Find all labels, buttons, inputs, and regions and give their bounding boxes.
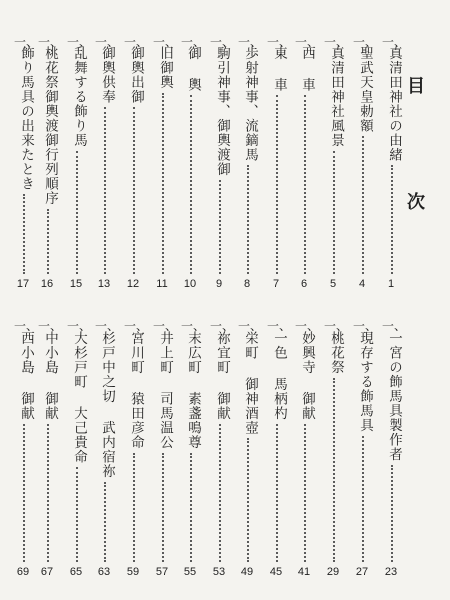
toc-entry-mark: 一、 <box>324 35 349 49</box>
toc-leader-dots <box>304 424 306 562</box>
toc-page-number: 12 <box>126 278 140 290</box>
toc-entry-title: 御輿供奉 <box>99 46 115 104</box>
toc-entry-mark: 一、 <box>124 319 149 333</box>
toc-entry-title: 末広町 素盞鳴尊 <box>185 331 201 450</box>
toc-leader-dots <box>247 165 249 274</box>
toc-page-number: 13 <box>97 278 111 290</box>
heading-moku: 目 <box>407 76 425 97</box>
toc-entry-mark: 一、 <box>153 319 178 333</box>
toc-page-number: 7 <box>272 278 280 290</box>
toc-page-number: 10 <box>183 278 197 290</box>
toc-page-number: 49 <box>240 566 254 578</box>
toc-entry-mark: 一、 <box>153 35 178 49</box>
toc-leader-dots <box>76 467 78 562</box>
toc-page-number: 41 <box>297 566 311 578</box>
toc-leader-dots <box>219 424 221 562</box>
toc-entry-mark: 一、 <box>14 35 39 49</box>
toc-entry-title: 真清田神社の由緒 <box>386 46 402 162</box>
toc-page-number: 8 <box>243 278 251 290</box>
toc-entry-title: 御輿出御 <box>128 46 144 104</box>
toc-page-number: 17 <box>16 278 30 290</box>
toc-page-number: 59 <box>126 566 140 578</box>
toc-page-number: 63 <box>97 566 111 578</box>
toc-leader-dots <box>190 95 192 274</box>
toc-leader-dots <box>47 209 49 274</box>
toc-entry-mark: 一、 <box>95 319 120 333</box>
toc-entry-title: 飾り馬具の出来たとき <box>18 46 34 191</box>
toc-entry-mark: 一、 <box>267 319 292 333</box>
toc-entry-mark: 一、 <box>238 319 263 333</box>
toc-entry-title: 旧御輿 <box>157 46 173 90</box>
toc-leader-dots <box>219 180 221 274</box>
toc-entry-title: 東 車 <box>271 46 287 92</box>
toc-leader-dots <box>391 465 393 562</box>
toc-page-number: 11 <box>156 278 168 290</box>
toc-page-number: 6 <box>300 278 308 290</box>
toc-entry-mark: 一、 <box>67 35 92 49</box>
toc-page-number: 27 <box>355 566 369 578</box>
toc-entry-mark: 一、 <box>67 319 92 333</box>
toc-leader-dots <box>47 424 49 562</box>
toc-page-number: 45 <box>269 566 283 578</box>
toc-entry-title: 桃花祭 <box>328 331 344 375</box>
toc-leader-dots <box>190 453 192 562</box>
toc-entry-mark: 一、 <box>382 319 407 333</box>
toc-entry-mark: 一、 <box>14 319 39 333</box>
toc-leader-dots <box>247 438 249 562</box>
toc-entry-title: 中小島 御献 <box>42 331 58 421</box>
toc-entry-title: 聖武天皇勅額 <box>357 46 373 133</box>
toc-entry-mark: 一、 <box>38 319 63 333</box>
toc-leader-dots <box>133 453 135 562</box>
toc-entry-mark: 一、 <box>181 319 206 333</box>
toc-leader-dots <box>333 378 335 562</box>
toc-entry-mark: 一、 <box>353 319 378 333</box>
toc-page-number: 1 <box>387 278 395 290</box>
toc-page-number: 57 <box>155 566 169 578</box>
toc-entry-title: 祢宜町 御献 <box>214 331 230 421</box>
toc-entry-mark: 一、 <box>210 319 235 333</box>
toc-entry-title: 桃花祭御輿渡御行列順序 <box>42 46 58 206</box>
toc-entry-title: 歩射神事、流鏑馬 <box>242 46 258 162</box>
toc-entry-mark: 一、 <box>124 35 149 49</box>
toc-entry-mark: 一、 <box>210 35 235 49</box>
toc-entry-mark: 一、 <box>382 35 407 49</box>
toc-entry-title: 西小島 御献 <box>18 331 34 421</box>
toc-entry-title: 一宮の飾馬具製作者 <box>386 331 402 462</box>
toc-page-number: 5 <box>329 278 337 290</box>
toc-page-number: 16 <box>40 278 54 290</box>
toc-leader-dots <box>276 95 278 274</box>
toc-page-number: 65 <box>69 566 83 578</box>
toc-leader-dots <box>104 107 106 274</box>
toc-leader-dots <box>133 107 135 274</box>
toc-leader-dots <box>23 424 25 562</box>
toc-page-number: 55 <box>183 566 197 578</box>
toc-entry-mark: 一、 <box>238 35 263 49</box>
toc-entry-mark: 一、 <box>95 35 120 49</box>
toc-leader-dots <box>23 194 25 274</box>
toc-leader-dots <box>162 453 164 562</box>
toc-entry-mark: 一、 <box>324 319 349 333</box>
toc-leader-dots <box>391 165 393 274</box>
toc-entry-title: 乱舞する飾り馬 <box>71 46 87 148</box>
toc-entry-title: 真清田神社風景 <box>328 46 344 148</box>
toc-entry-mark: 一、 <box>267 35 292 49</box>
heading-ji: 次 <box>407 192 425 213</box>
toc-entry-title: 現存する飾馬具 <box>357 331 373 433</box>
toc-entry-title: 一色 馬柄杓 <box>271 331 287 421</box>
toc-page-number: 29 <box>326 566 340 578</box>
toc-entry-mark: 一、 <box>295 35 320 49</box>
toc-page-number: 23 <box>384 566 398 578</box>
toc-leader-dots <box>304 95 306 274</box>
toc-leader-dots <box>333 151 335 274</box>
toc-page-number: 69 <box>16 566 30 578</box>
toc-entry-title: 御 輿 <box>185 46 201 92</box>
toc-leader-dots <box>104 482 106 562</box>
toc-page-number: 15 <box>69 278 83 290</box>
toc-page-number: 53 <box>212 566 226 578</box>
toc-leader-dots <box>362 436 364 562</box>
toc-entry-title: 井上町 司馬温公 <box>157 331 173 450</box>
toc-entry-mark: 一、 <box>353 35 378 49</box>
toc-entry-title: 妙興寺 御献 <box>299 331 315 421</box>
toc-entry-title: 駒引神事、御輿渡御 <box>214 46 230 177</box>
toc-page-number: 4 <box>358 278 366 290</box>
toc-entry-title: 宮川町 猿田彦命 <box>128 331 144 450</box>
toc-entry-mark: 一、 <box>181 35 206 49</box>
toc-leader-dots <box>276 424 278 562</box>
toc-entry-title: 栄町 御神酒壺 <box>242 331 258 435</box>
toc-entry-mark: 一、 <box>295 319 320 333</box>
toc-entry-mark: 一、 <box>38 35 63 49</box>
toc-leader-dots <box>362 136 364 274</box>
toc-leader-dots <box>162 93 164 274</box>
toc-page-number: 9 <box>215 278 223 290</box>
toc-entry-title: 大杉戸町 大己貴命 <box>71 331 87 464</box>
toc-entry-title: 西 車 <box>299 46 315 92</box>
toc-entry-title: 杉戸中之切 武内宿祢 <box>99 331 115 479</box>
toc-page-number: 67 <box>40 566 54 578</box>
toc-leader-dots <box>76 151 78 274</box>
